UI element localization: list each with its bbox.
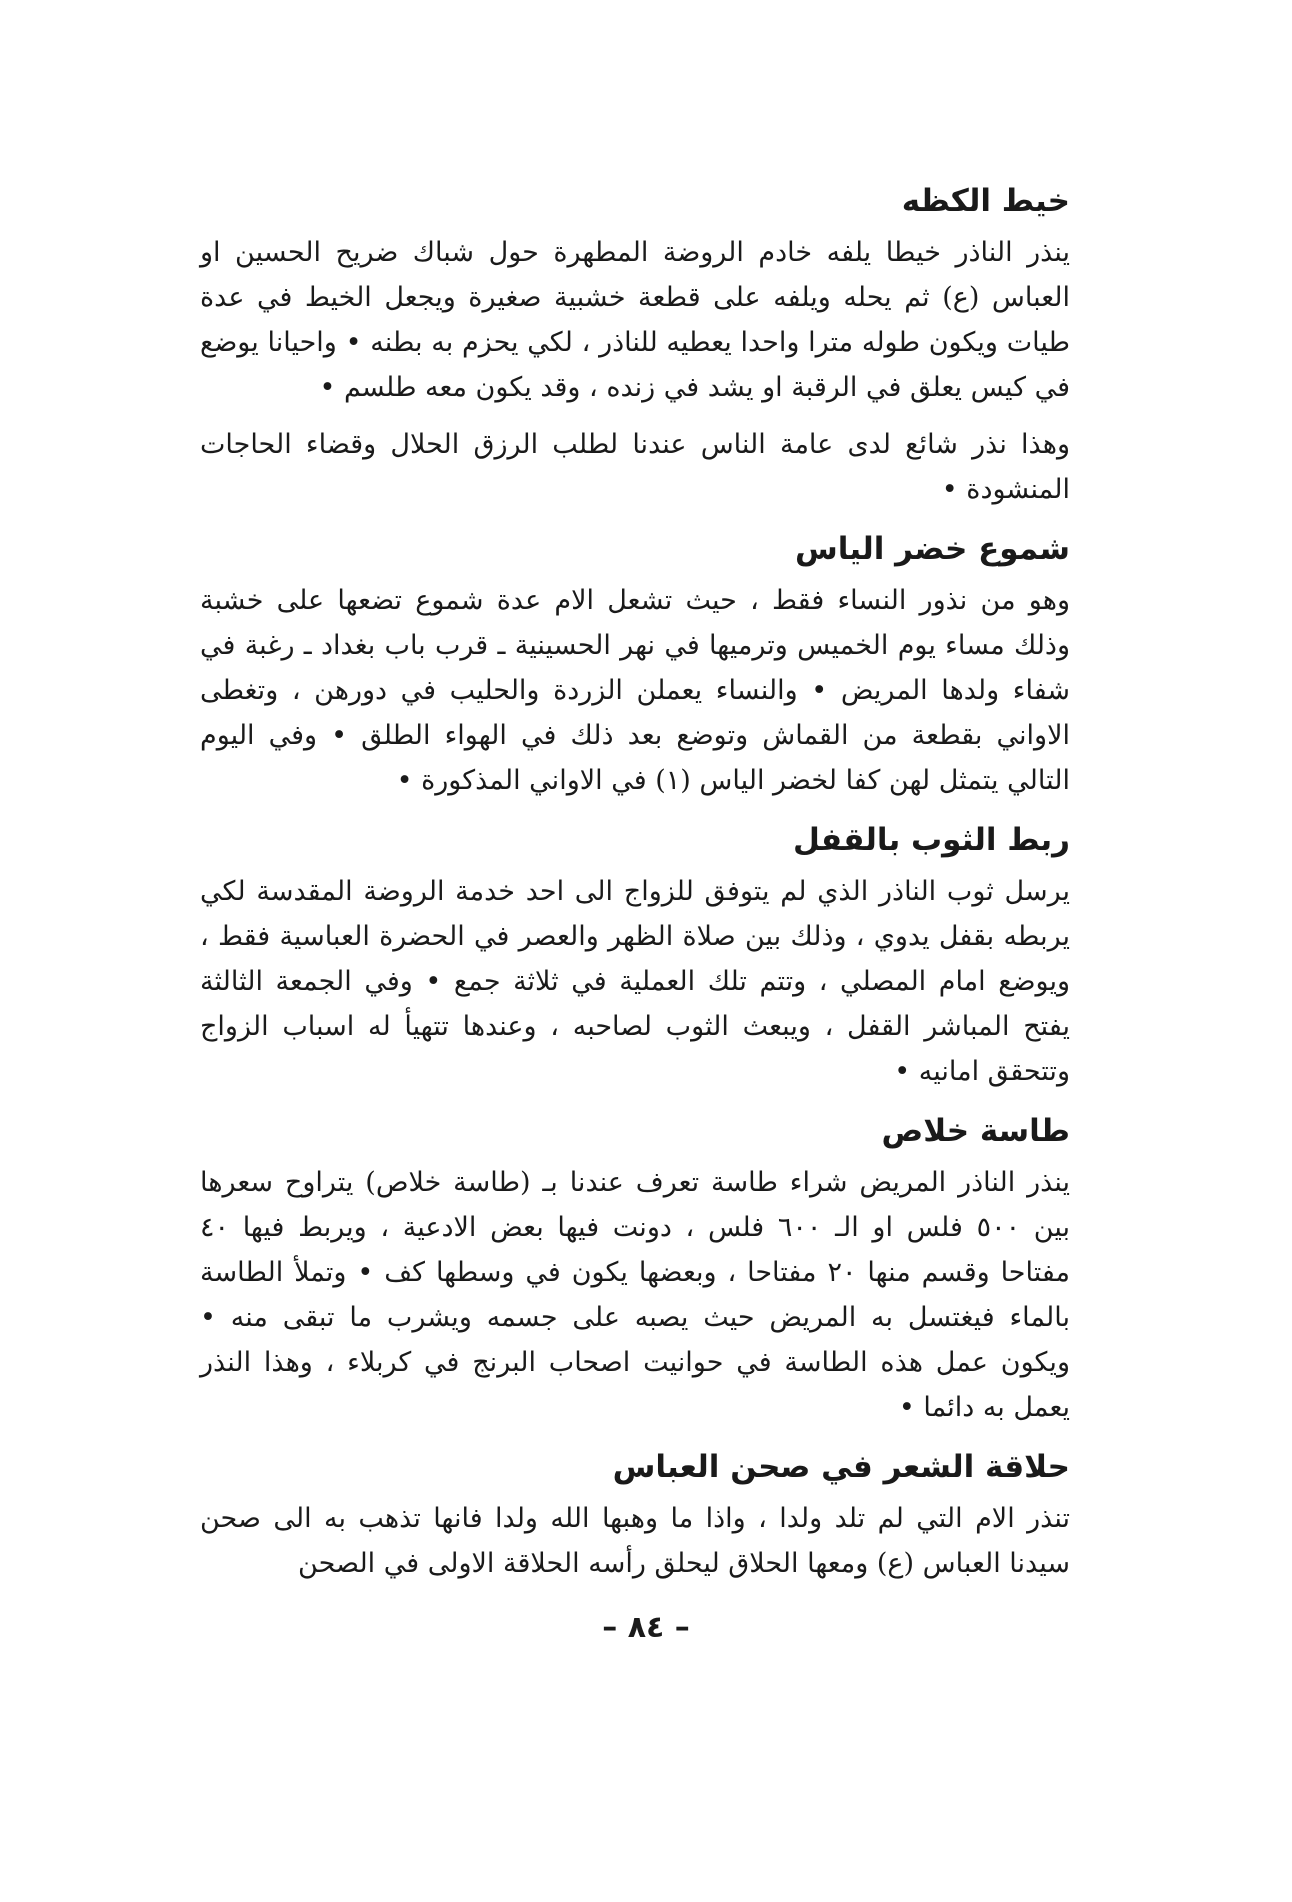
section-heading: خيط الكظه [901, 183, 1070, 219]
section-heading: طاسة خلاص [881, 1113, 1070, 1149]
section-paragraph: ينذر الناذر خيطا يلفه خادم الروضة المطهرة حول شباك ضريح الحسين او العباس (ع) ثم يحله ويلفه على قطعة خشبية صغيرة ويجعل الخيط في عدة طيات ويكون طوله مترا واحدا يعطيه للناذر ، لكي يحزم به بطنه • واحيانا يوضع في كيس يعلق في الرقبة او يشد في زنده ، وقد يكون معه طلسم • [200, 237, 1070, 403]
page-number: – ٨٤ – [602, 1610, 690, 1645]
section-shumoo-khidr-alyas [200, 524, 1070, 803]
section-heading: حلاقة الشعر في صحن العباس [612, 1449, 1070, 1485]
section-heading: شموع خضر الياس [795, 531, 1070, 567]
section-paragraph: تنذر الام التي لم تلد ولدا ، واذا ما وهبها الله ولدا فانها تذهب به الى صحن سيدنا العباس (ع) ومعها الحلاق ليحلق رأسه الحلاقة الاولى في الصحن [200, 1503, 1070, 1579]
section-hilaqat-alshaar [200, 1442, 1070, 1586]
section-paragraph: وهو من نذور النساء فقط ، حيث تشعل الام عدة شموع تضعها على خشبة وذلك مساء يوم الخميس وترميها في نهر الحسينية ـ قرب باب بغداد ـ رغبة في شفاء ولدها المريض • والنساء يعملن الزردة والحليب في دورهن ، وتغطى الاواني بقطعة من القماش وتوضع بعد ذلك في الهواء الطلق • وفي اليوم التالي يتمثل لهن كفا لخضر الياس (١) في الاواني المذكورة • [200, 585, 1070, 796]
page-body [200, 170, 1070, 1598]
section-rabt-althawb [200, 815, 1070, 1094]
section-khait-alkatha [200, 176, 1070, 512]
section-heading: ربط الثوب بالقفل [793, 822, 1070, 858]
section-paragraph: وهذا نذر شائع لدى عامة الناس عندنا لطلب الرزق الحلال وقضاء الحاجات المنشودة • [200, 429, 1070, 505]
section-paragraph: يرسل ثوب الناذر الذي لم يتوفق للزواج الى احد خدمة الروضة المقدسة لكي يربطه بقفل يدوي ، وذلك بين صلاة الظهر والعصر في الحضرة العباسية فقط ، ويوضع امام المصلي ، وتتم تلك العملية في ثلاثة جمع • وفي الجمعة الثالثة يفتح المباشر القفل ، ويبعث الثوب لصاحبه ، وعندها تتهيأ له اسباب الزواج وتتحقق امانيه • [200, 876, 1071, 1087]
section-paragraph: ينذر الناذر المريض شراء طاسة تعرف عندنا بـ (طاسة خلاص) يتراوح سعرها بين ٥٠٠ فلس او الـ ٦٠٠ فلس ، دونت فيها بعض الادعية ، ويربط فيها ٤٠ مفتاحا وقسم منها ٢٠ مفتاحا ، وبعضها يكون في وسطها كف • وتملأ الطاسة بالماء فيغتسل به المريض حيث يصبه على جسمه ويشرب ما تبقى منه • ويكون عمل هذه الطاسة في حوانيت اصحاب البرنج في كربلاء ، وهذا النذر يعمل به دائما • [200, 1167, 1070, 1423]
section-tasat-khalas [200, 1106, 1070, 1430]
